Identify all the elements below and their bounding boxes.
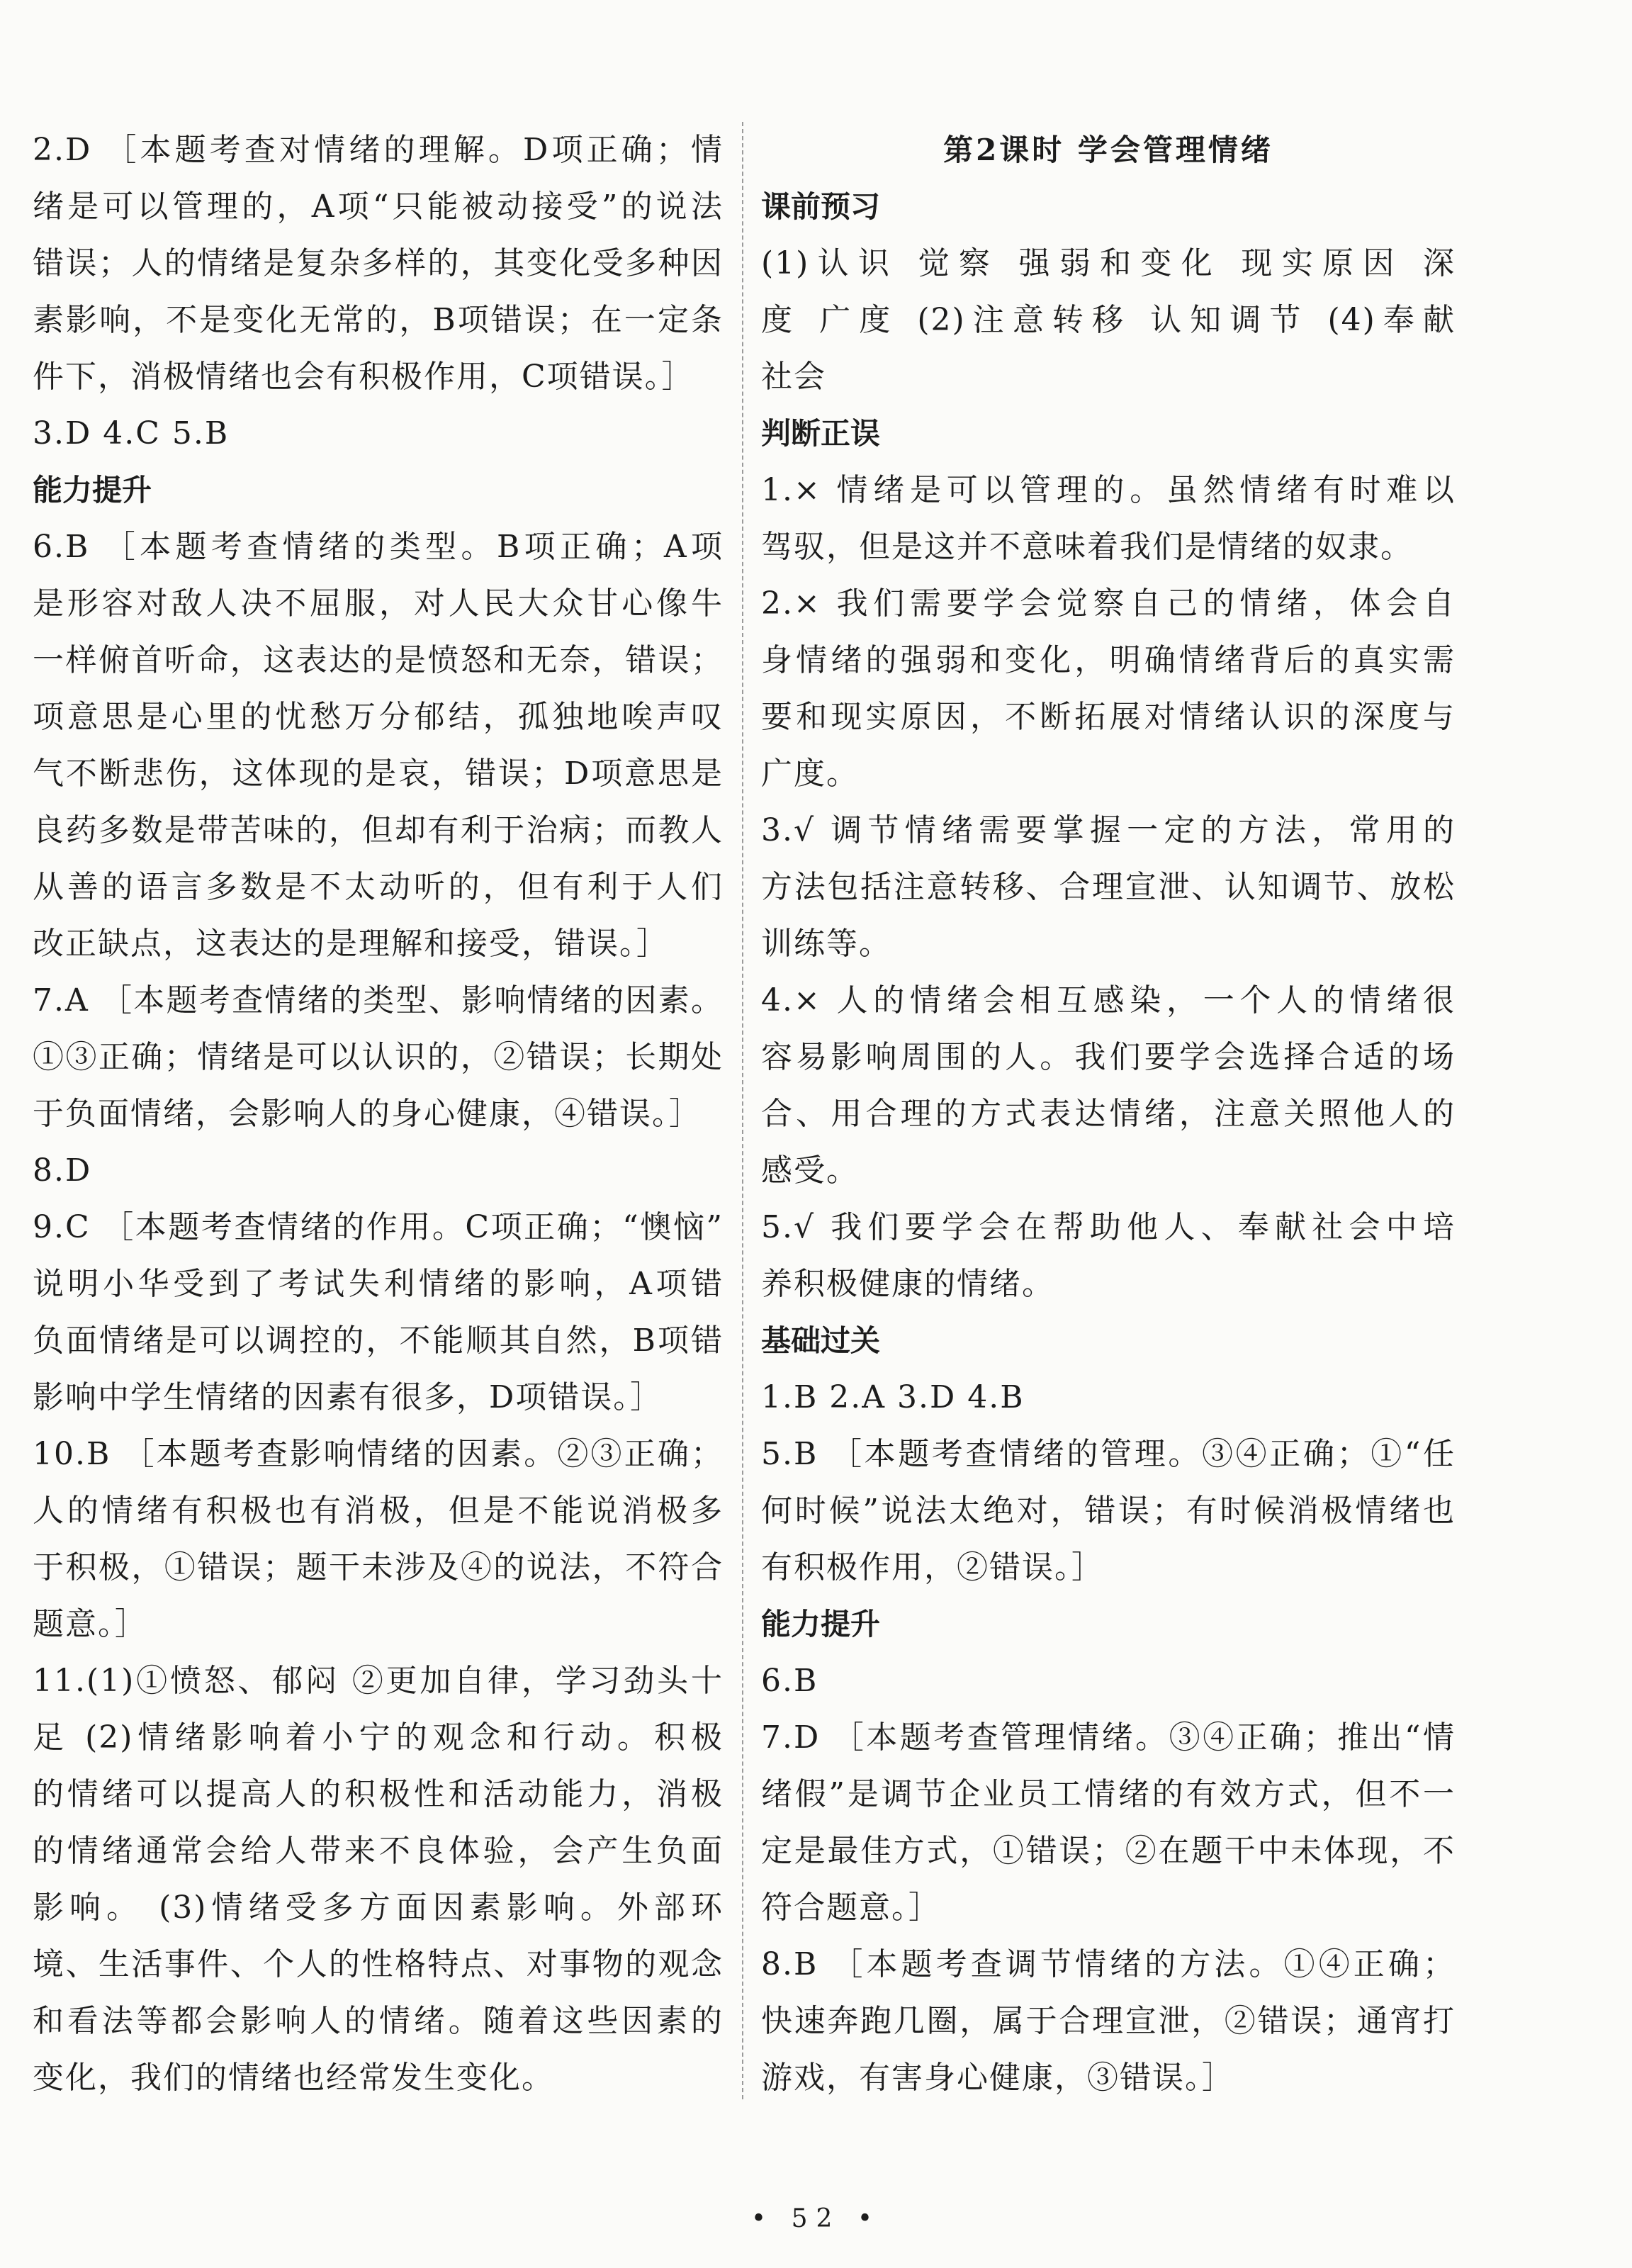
text-line: 游戏，有害身心健康，③错误。］	[761, 2060, 1234, 2096]
text-line: 2.D ［本题考查对情绪的理解。D项正确；情	[33, 132, 724, 168]
text-line: 8.D	[33, 1152, 92, 1189]
text-line: 要和现实原因，不断拓展对情绪认识的深度与	[761, 699, 1456, 735]
lesson-title: 第2课时 学会管理情绪	[943, 133, 1273, 167]
text-line: 合、用合理的方式表达情绪，注意关照他人的	[761, 1096, 1456, 1132]
text-line: 1.B 2.A 3.D 4.B	[761, 1379, 1025, 1415]
text-line: 绪是可以管理的，A项“只能被动接受”的说法	[33, 189, 724, 225]
text-line: 容易影响周围的人。我们要学会选择合适的场	[761, 1039, 1456, 1075]
text-line: 3.√ 调节情绪需要掌握一定的方法，常用的	[761, 812, 1456, 848]
text-line: 度 广度 (2)注意转移 认知调节 (4)奉献	[761, 302, 1456, 338]
text-line: 9.C ［本题考查情绪的作用。C项正确；“懊恼”	[33, 1209, 724, 1245]
text-line: 良药多数是带苦味的，但却有利于治病；而教人	[33, 812, 724, 848]
text-line: 6.B	[761, 1663, 818, 1699]
section-heading: 能力提升	[33, 473, 152, 507]
text-line: 11.(1)①愤怒、郁闷 ②更加自律，学习劲头十	[33, 1663, 724, 1699]
text-line: 社会	[761, 359, 826, 395]
section-heading: 能力提升	[761, 1607, 881, 1641]
text-line: 于负面情绪，会影响人的身心健康，④错误。］	[33, 1096, 702, 1132]
text-line: 负面情绪是可以调控的，不能顺其自然，B项错	[33, 1323, 724, 1359]
text-line: 符合题意。］	[761, 1890, 941, 1926]
text-line: 项意思是心里的忧愁万分郁结，孤独地唉声叹	[33, 699, 724, 735]
text-line: 3.D 4.C 5.B	[33, 415, 230, 451]
text-line: 定是最佳方式，①错误；②在题干中未体现，不	[761, 1833, 1456, 1869]
text-line: 7.D ［本题考查管理情绪。③④正确；推出“情	[761, 1719, 1456, 1756]
left-column	[33, 122, 724, 2106]
text-line: 的情绪可以提高人的积极性和活动能力，消极	[33, 1776, 724, 1812]
text-line: 气不断悲伤，这体现的是哀，错误；D项意思是	[33, 756, 724, 792]
text-line: 说明小华受到了考试失利情绪的影响，A项错	[33, 1266, 724, 1302]
text-line: 1.× 情绪是可以管理的。虽然情绪有时难以	[761, 472, 1456, 508]
text-line: 绪假”是调节企业员工情绪的有效方式，但不一	[761, 1776, 1456, 1812]
text-line: 件下，消极情绪也会有积极作用，C项错误。］	[33, 359, 694, 395]
text-line: 境、生活事件、个人的性格特点、对事物的观念	[33, 1946, 724, 1982]
text-line: 广度。	[761, 756, 859, 792]
text-line: 方法包括注意转移、合理宣泄、认知调节、放松	[761, 869, 1456, 905]
text-line: (1)认识 觉察 强弱和变化 现实原因 深	[761, 245, 1456, 281]
text-line: 是形容对敌人决不屈服，对人民大众甘心像牛	[33, 585, 724, 622]
right-column	[761, 122, 1456, 2106]
text-line: 的情绪通常会给人带来不良体验，会产生负面	[33, 1833, 724, 1869]
text-line: 6.B ［本题考查情绪的类型。B项正确；A项	[33, 529, 724, 565]
text-line: 于积极，①错误；题干未涉及④的说法，不符合	[33, 1549, 724, 1585]
text-line: 养积极健康的情绪。	[761, 1266, 1054, 1302]
text-line: 从善的语言多数是不太动听的，但有利于人们	[33, 869, 724, 905]
text-line: 影响。 (3)情绪受多方面因素影响。外部环	[33, 1890, 724, 1926]
text-line: 快速奔跑几圈，属于合理宣泄，②错误；通宵打	[761, 2003, 1456, 2039]
text-line: 人的情绪有积极也有消极，但是不能说消极多	[33, 1493, 724, 1529]
text-line: 改正缺点，这表达的是理解和接受，错误。］	[33, 926, 669, 962]
text-line: 5.B ［本题考查情绪的管理。③④正确；①“任	[761, 1436, 1456, 1472]
text-line: 一样俯首听命，这表达的是愤怒和无奈，错误；	[33, 642, 724, 678]
text-line: 有积极作用，②错误。］	[761, 1549, 1104, 1585]
section-heading: 课前预习	[761, 189, 881, 224]
text-line: 足 (2)情绪影响着小宁的观念和行动。积极	[33, 1719, 724, 1756]
text-line: 影响中学生情绪的因素有很多，D项错误。］	[33, 1379, 663, 1415]
page-number: • 52 •	[750, 2204, 882, 2233]
text-line: 何时候”说法太绝对，错误；有时候消极情绪也	[761, 1493, 1456, 1529]
text-line: 7.A ［本题考查情绪的类型、影响情绪的因素。	[33, 982, 724, 1018]
text-line: 4.× 人的情绪会相互感染，一个人的情绪很	[761, 982, 1456, 1018]
text-line: 感受。	[761, 1152, 859, 1189]
text-line: 2.× 我们需要学会觉察自己的情绪，体会自	[761, 585, 1456, 622]
text-line: 错误；人的情绪是复杂多样的，其变化受多种因	[33, 245, 724, 281]
text-line: 10.B ［本题考查影响情绪的因素。②③正确；	[33, 1436, 724, 1472]
text-line: 题意。］	[33, 1606, 147, 1642]
text-line: 和看法等都会影响人的情绪。随着这些因素的	[33, 2003, 724, 2039]
text-line: 5.√ 我们要学会在帮助他人、奉献社会中培	[761, 1209, 1456, 1245]
text-line: 变化，我们的情绪也经常发生变化。	[33, 2060, 554, 2096]
section-heading: 判断正误	[761, 416, 881, 451]
text-line: 驾驭，但是这并不意味着我们是情绪的奴隶。	[761, 529, 1413, 565]
column-divider	[742, 122, 743, 2099]
text-line: 素影响，不是变化无常的，B项错误；在一定条	[33, 302, 724, 338]
text-line: ①③正确；情绪是可以认识的，②错误；长期处	[33, 1039, 724, 1075]
text-line: 8.B ［本题考查调节情绪的方法。①④正确；	[761, 1946, 1456, 1982]
text-line: 训练等。	[761, 926, 891, 962]
section-heading: 基础过关	[761, 1323, 881, 1358]
text-line: 身情绪的强弱和变化，明确情绪背后的真实需	[761, 642, 1456, 678]
